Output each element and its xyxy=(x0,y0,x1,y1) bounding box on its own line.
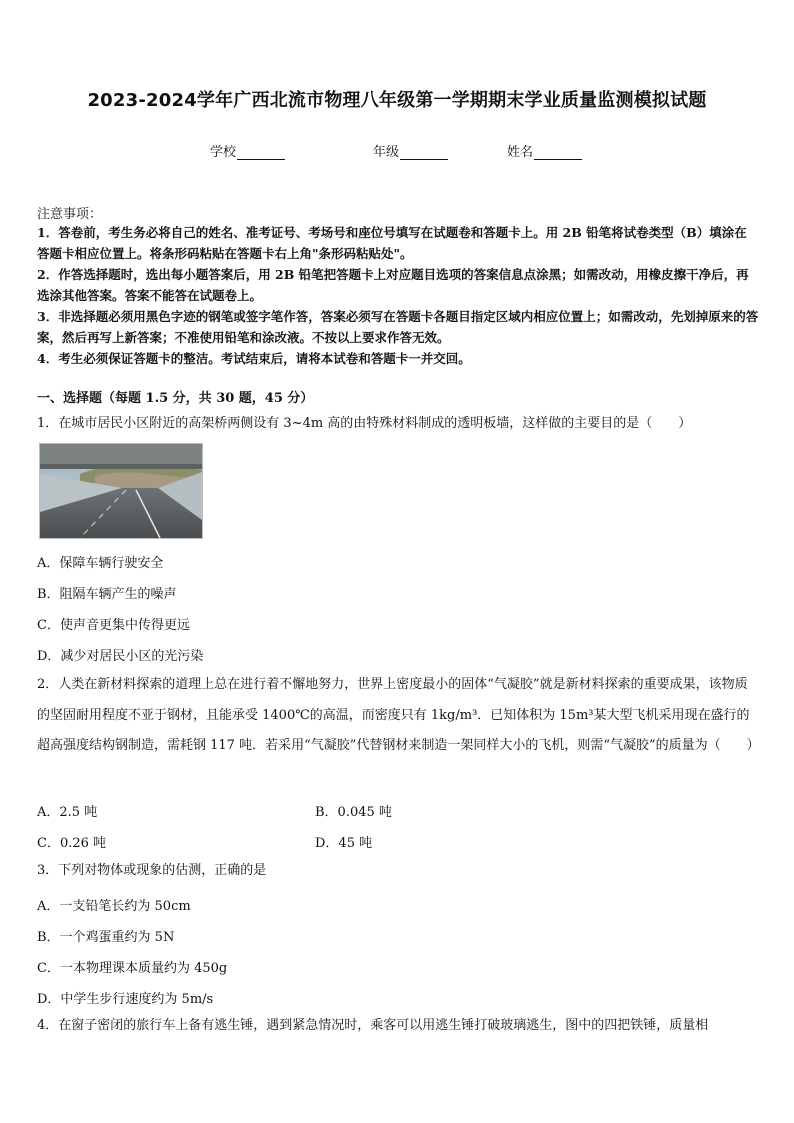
question-1-stem: 1．在城市居民小区附近的高架桥两侧设有 3~4m 高的由特殊材料制成的透明板墙，这样做的主要目的是（ ） xyxy=(37,416,692,431)
school-label: 学校 xyxy=(210,145,237,160)
question-1-option-b: B．阻隔车辆产生的噪声 xyxy=(37,587,177,602)
exam-title: 2023-2024学年广西北流市物理八年级第一学期期末学业质量监测模拟试题 xyxy=(87,90,707,111)
name-blank xyxy=(534,145,582,160)
name-label: 姓名 xyxy=(507,145,534,160)
student-info-row xyxy=(0,141,794,161)
question-3-stem: 3．下列对物体或现象的估测，正确的是 xyxy=(37,863,267,878)
question-2-option-d: D．45 吨 xyxy=(315,836,373,851)
name-field xyxy=(507,141,582,160)
question-3-option-a: A．一支铅笔长约为 50cm xyxy=(37,899,191,914)
grade-label: 年级 xyxy=(373,145,400,160)
question-1-option-d: D．减少对居民小区的光污染 xyxy=(37,649,204,664)
school-field xyxy=(210,141,285,160)
question-1-option-a: A．保障车辆行驶安全 xyxy=(37,556,164,571)
notice-item: 3．非选择题必须用黑色字迹的钢笔或签字笔作答，答案必须写在答题卡各题目指定区域内相应位置上；如需改动，先划掉原来的答案，然后再写上新答案；不准使用铅笔和涂改液。不按以上要求作答无效。 xyxy=(37,309,759,345)
grade-blank xyxy=(400,145,448,160)
question-3-option-c: C．一本物理课本质量约为 450g xyxy=(37,961,228,976)
notice-item: 1．答卷前，考生务必将自己的姓名、准考证号、考场号和座位号填写在试题卷和答题卡上。用 2B 铅笔将试卷类型（B）填涂在答题卡相应位置上。将条形码粘贴在答题卡右上角"条形码粘贴处"。 xyxy=(37,225,747,261)
notice-heading: 注意事项： xyxy=(37,207,103,222)
notice-list xyxy=(37,222,759,369)
question-2-option-a: A．2.5 吨 xyxy=(37,805,98,820)
question-3-option-d: D．中学生步行速度约为 5m/s xyxy=(37,992,214,1007)
overpass-noise-barrier-photo xyxy=(39,443,203,539)
question-3-option-b: B．一个鸡蛋重约为 5N xyxy=(37,930,175,945)
section-heading: 一、选择题（每题 1.5 分，共 30 题，45 分） xyxy=(37,391,314,406)
notice-item: 2．作答选择题时，选出每小题答案后，用 2B 铅笔把答题卡上对应题目选项的答案信息点涂黑；如需改动，用橡皮擦干净后，再选涂其他答案。答案不能答在试题卷上。 xyxy=(37,267,749,303)
question-2-stem: 2．人类在新材料探索的道理上总在进行着不懈地努力，世界上密度最小的固体“气凝胶”就是新材料探索的重要成果，该物质的坚固耐用程度不亚于钢材，且能承受 1400℃的高温，而密度只有 1kg/m³．已知体积为 15m³某大型飞机采用现在盛行的超高强度结构钢制造，需耗钢 117 吨．若采用“气凝胶”代替钢材来制造一架同样大小的飞机，则需“气凝胶”的质量为（ ） xyxy=(37,677,760,753)
notice-item: 4．考生必须保证答题卡的整洁。考试结束后，请将本试卷和答题卡一并交回。 xyxy=(37,351,471,366)
question-1-option-c: C．使声音更集中传得更远 xyxy=(37,618,190,633)
question-4-stem: 4．在窗子密闭的旅行车上备有逃生锤，遇到紧急情况时，乘客可以用逃生锤打破玻璃逃生，图中的四把铁锤，质量相 xyxy=(37,1018,709,1033)
grade-field xyxy=(373,141,448,160)
school-blank xyxy=(237,145,285,160)
bridge-image xyxy=(40,444,202,538)
question-2-option-c: C．0.26 吨 xyxy=(37,836,107,851)
question-2-option-b: B．0.045 吨 xyxy=(315,805,392,820)
